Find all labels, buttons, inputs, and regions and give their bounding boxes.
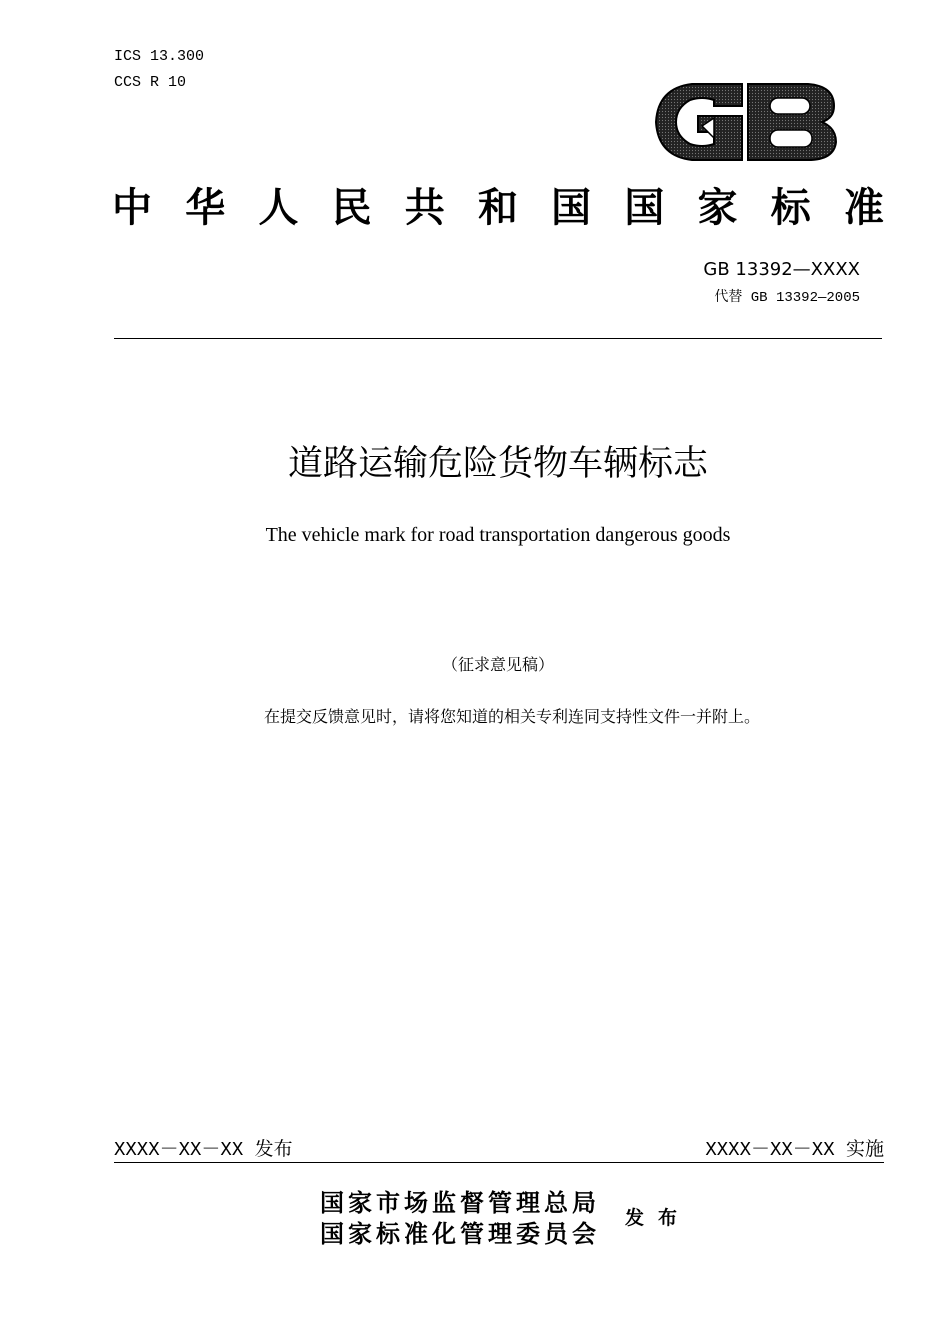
heading-char: 国 (624, 184, 665, 231)
heading-char: 共 (404, 184, 445, 231)
heading-char: 华 (185, 184, 226, 231)
issuer-line-1: 国家市场监督管理总局 (320, 1188, 600, 1217)
heading-char: 和 (477, 184, 518, 231)
heading-char: 中 (112, 184, 152, 231)
standard-code: GB 13392—XXXX (703, 259, 860, 280)
patent-notice: 在提交反馈意见时，请将您知道的相关专利连同支持性文件一并附上。 (263, 709, 760, 726)
ccs-code: CCS R 10 (114, 74, 187, 91)
replaces-standard: 代替 GB 13392—2005 (714, 290, 860, 306)
heading-char: 国 (551, 184, 592, 231)
document-title-english: The vehicle mark for road transportation dangerous goods (265, 524, 731, 546)
footer-divider (114, 1162, 884, 1163)
issuer-line-2: 国家标准化管理委员会 (320, 1219, 600, 1248)
implementation-date: XXXX－XX－XX 实施 (705, 1139, 884, 1161)
document-title-chinese: 道路运输危险货物车辆标志 (287, 444, 708, 484)
heading-char: 人 (258, 184, 299, 231)
draft-label: （征求意见稿） (441, 657, 554, 674)
header-divider (114, 338, 882, 339)
issue-word: 发布 (625, 1207, 692, 1229)
issue-date: XXXX－XX－XX 发布 (114, 1139, 293, 1161)
ics-code: ICS 13.300 (114, 48, 205, 65)
national-standard-heading (112, 184, 884, 232)
gb-logo (652, 74, 840, 170)
heading-char: 标 (770, 184, 811, 231)
heading-char: 家 (697, 184, 738, 231)
heading-char: 民 (331, 184, 372, 231)
heading-char: 准 (843, 184, 884, 231)
